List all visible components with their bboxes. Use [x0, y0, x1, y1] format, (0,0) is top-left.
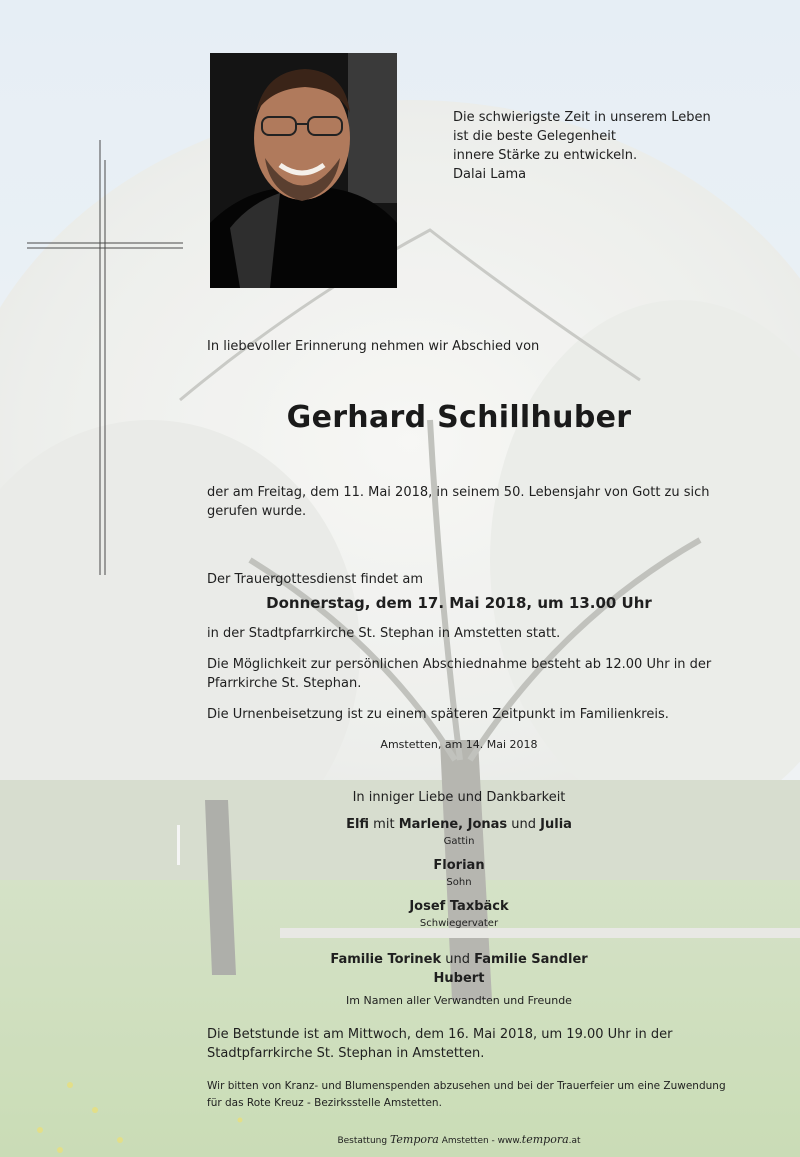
portrait-photo: [210, 53, 397, 288]
urn-burial-text: Die Urnenbeisetzung ist zu einem späteren Zeitpunkt im Familienkreis.: [207, 707, 669, 722]
death-notice-text: der am Freitag, dem 11. Mai 2018, in seinem 50. Lebensjahr von Gott zu sich gerufen wurde.: [207, 485, 710, 519]
quote-block: [453, 108, 711, 184]
place-date: Amstetten, am 14. Mai 2018: [380, 738, 538, 751]
mourner-name: Familie Torinek: [330, 952, 442, 967]
quote-line: innere Stärke zu entwickeln.: [453, 148, 638, 163]
mourner-name: Julia: [540, 817, 572, 832]
mourner-name: Hubert: [433, 971, 485, 986]
footer-domain: tempora: [521, 1133, 569, 1146]
mourner-name: Elfi: [346, 817, 370, 832]
mourner-name: Josef Taxbäck: [409, 899, 509, 914]
footer-prefix: Bestattung: [337, 1136, 388, 1146]
donation-request-text: Wir bitten von Kranz- und Blumenspenden abzusehen und bei der Trauerfeier um eine Zuwendung für das Rote Kreuz - Bezirksstelle Amstetten.: [207, 1080, 726, 1109]
relation-label: Sohn: [446, 877, 472, 888]
service-intro: Der Trauergottesdienst findet am: [207, 572, 423, 587]
funeral-home-logo: Tempora: [389, 1133, 439, 1146]
mourner-elfi-line: [0, 815, 800, 834]
cross-icon: [25, 140, 185, 580]
service-location: in der Stadtpfarrkirche St. Stephan in Amstetten statt.: [207, 626, 561, 641]
relation-label: Schwiegervater: [419, 918, 499, 929]
service-datetime: Donnerstag, dem 17. Mai 2018, um 13.00 Uhr: [266, 594, 652, 612]
mourner-name: Florian: [433, 858, 485, 873]
relation-label: Gattin: [443, 836, 475, 847]
funeral-home-footer: [0, 1133, 800, 1146]
prayer-service-text: Die Betstunde ist am Mittwoch, dem 16. Mai 2018, um 19.00 Uhr in der Stadtpfarrkirche St. Stephan in Amstetten.: [207, 1027, 673, 1061]
mourner-families-line: [0, 950, 800, 969]
deceased-name: Gerhard Schillhuber: [286, 400, 632, 435]
mourners-heading: In inniger Liebe und Dankbarkeit: [352, 790, 566, 805]
connector-text: und: [441, 952, 475, 967]
footer-suffix: Amstetten - www.: [441, 1136, 522, 1146]
mourner-name: Familie Sandler: [474, 952, 588, 967]
farewell-text: Die Möglichkeit zur persönlichen Abschiednahme besteht ab 12.00 Uhr in der Pfarrkirche St. Stephan.: [207, 657, 712, 691]
mourner-name: Marlene, Jonas: [398, 817, 508, 832]
connector-text: und: [507, 817, 541, 832]
connector-text: mit: [369, 817, 399, 832]
quote-line: Die schwierigste Zeit in unserem Leben: [453, 110, 711, 125]
footer-tld: .at: [568, 1136, 581, 1146]
intro-text: In liebevoller Erinnerung nehmen wir Abschied von: [207, 339, 540, 354]
relatives-text: Im Namen aller Verwandten und Freunde: [346, 994, 572, 1007]
quote-line: ist die beste Gelegenheit: [453, 129, 616, 144]
quote-author: Dalai Lama: [453, 167, 527, 182]
